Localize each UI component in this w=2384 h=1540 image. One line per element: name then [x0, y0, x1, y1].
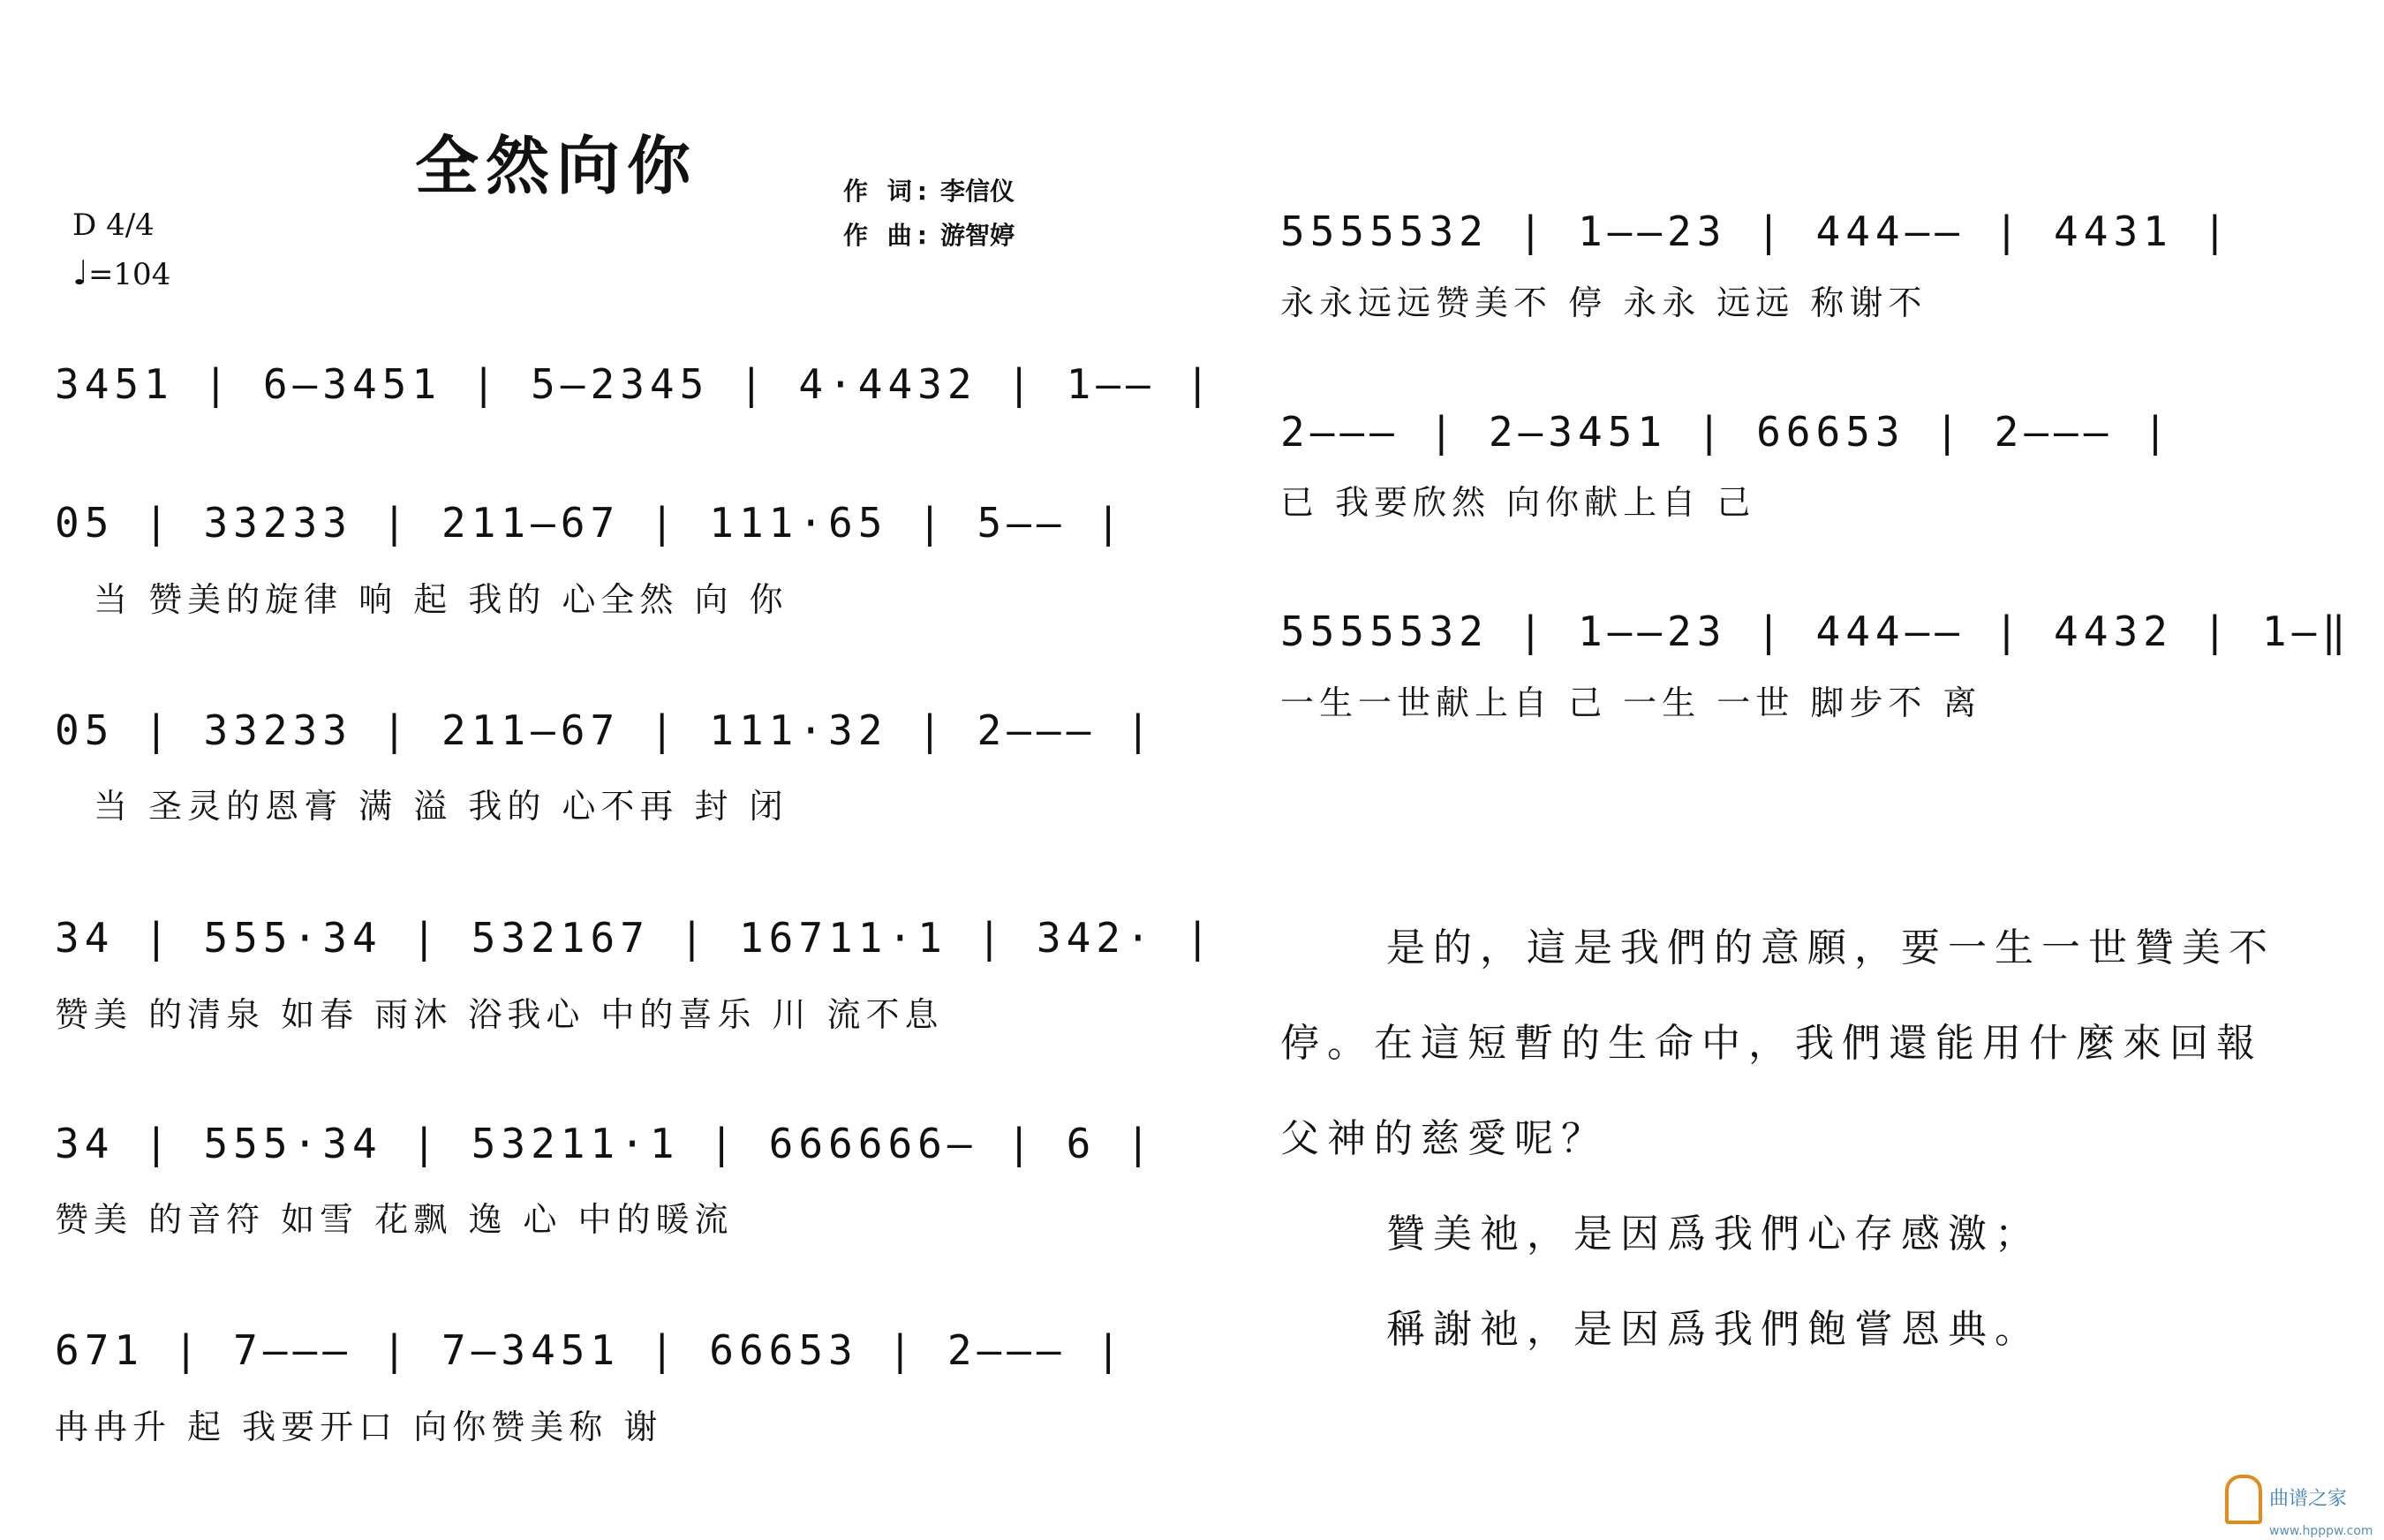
site-url: www.hpppw.com	[2269, 1524, 2373, 1538]
right-lyrics-2: 已 我要欣然 向你献上自 己	[1280, 483, 1756, 522]
right-notes-1: 5555532 | 1––23 | 444–– | 4431 |	[1280, 208, 2233, 255]
key-signature: D 4/4	[72, 208, 155, 243]
left-notes-3: 05 | 33233 | 211–67 | 111·32 | 2––– |	[55, 706, 1156, 754]
right-lyrics-1: 永永远远赞美不 停 永永 远远 称谢不	[1280, 283, 1928, 322]
left-lyrics-3: 当 圣灵的恩膏 满 溢 我的 心不再 封 闭	[94, 787, 788, 826]
left-lyrics-4: 赞美 的清泉 如春 雨沐 浴我心 中的喜乐 川 流不息	[55, 995, 944, 1034]
commentary-line-praise: 贊美祂，是因爲我們心存感激；	[1386, 1212, 2041, 1257]
left-lyrics-5: 赞美 的音符 如雪 花飘 逸 心 中的暖流	[55, 1200, 734, 1239]
credits	[843, 170, 1015, 258]
composer-name: 游智婷	[940, 221, 1015, 250]
left-notes-6: 671 | 7––– | 7–3451 | 66653 | 2––– |	[55, 1326, 1126, 1374]
quarter-note-icon: ♩	[72, 253, 88, 292]
right-notes-2: 2––– | 2–3451 | 66653 | 2––– |	[1280, 408, 2173, 456]
commentary	[1280, 901, 2296, 1378]
tempo-marking	[72, 249, 170, 298]
key-tempo	[72, 201, 170, 298]
composer-line	[843, 214, 1015, 258]
left-lyrics-2: 当 赞美的旋律 响 起 我的 心全然 向 你	[94, 580, 788, 619]
lyricist-name: 李信仪	[940, 177, 1015, 206]
tempo-value: =104	[87, 257, 171, 292]
left-notes-2: 05 | 33233 | 211–67 | 111·65 | 5–– |	[55, 499, 1126, 547]
site-watermark	[2225, 1475, 2373, 1538]
composer-label: 作 曲:	[843, 221, 932, 250]
commentary-paragraph: 是的，這是我們的意願，要一生一世贊美不停。在這短暫的生命中，我們還能用什麼來回報父神的慈愛呢？	[1280, 925, 2275, 1161]
commentary-line-thanks: 稱謝祂，是因爲我們飽嘗恩典。	[1386, 1307, 2041, 1352]
site-name: 曲谱之家	[2269, 1488, 2348, 1510]
right-lyrics-3: 一生一世献上自 己 一生 一世 脚步不 离	[1280, 683, 1982, 722]
left-lyrics-6: 冉冉升 起 我要开口 向你赞美称 谢	[55, 1408, 663, 1446]
song-title: 全然向你	[415, 128, 698, 203]
lyricist-label: 作 词:	[843, 177, 932, 206]
left-notes-1: 3451 | 6–3451 | 5–2345 | 4·4432 | 1–– |	[55, 360, 1216, 408]
left-notes-4: 34 | 555·34 | 532167 | 16711·1 | 342· |	[55, 914, 1216, 962]
lyricist-line	[843, 170, 1015, 214]
site-logo-icon	[2225, 1475, 2262, 1524]
left-notes-5: 34 | 555·34 | 53211·1 | 666666– | 6 |	[55, 1120, 1156, 1167]
right-notes-3: 5555532 | 1––23 | 444–– | 4432 | 1–‖	[1280, 608, 2351, 655]
